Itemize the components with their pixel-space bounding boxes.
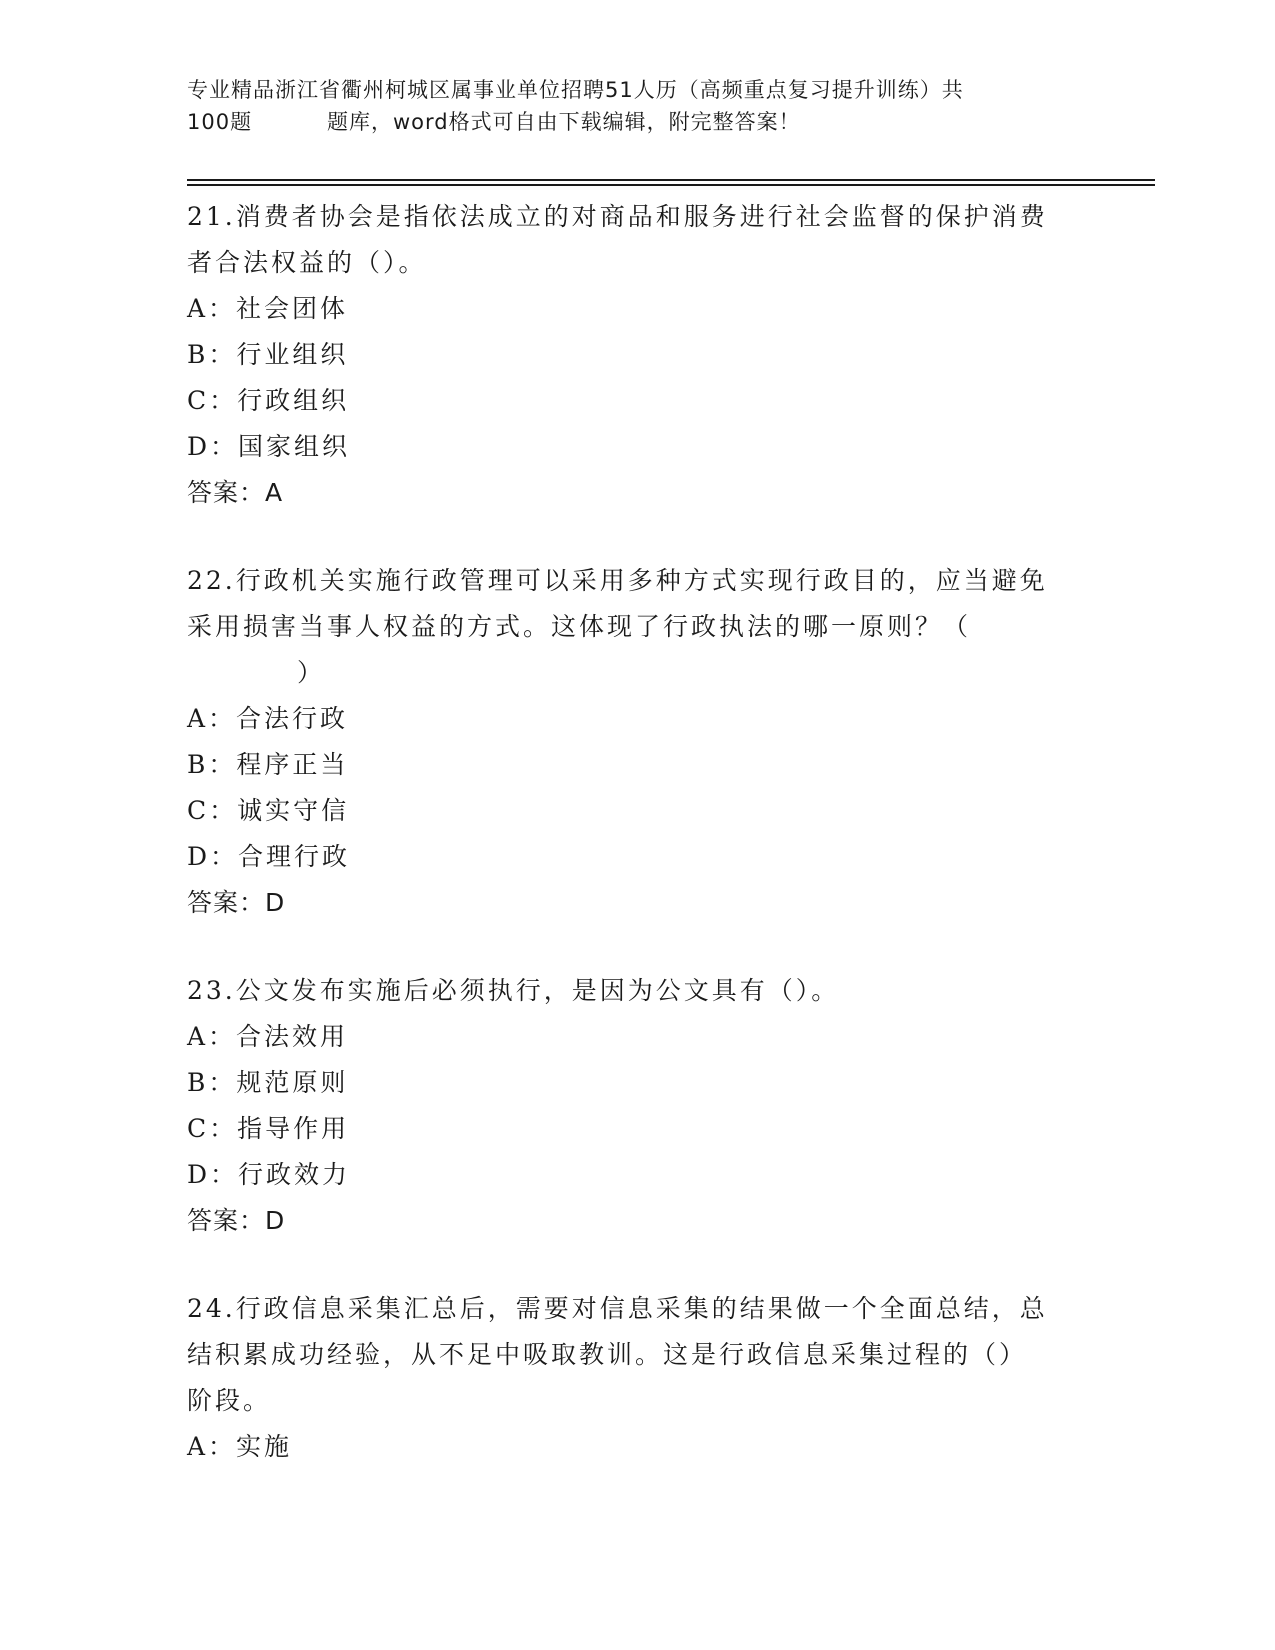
question-22 (187, 558, 1087, 926)
stem-line: ） (297, 658, 326, 687)
option-d: D：合理行政 (187, 842, 351, 871)
header-rule-bottom (187, 184, 1155, 186)
stem-line: 21.消费者协会是指依法成立的对商品和服务进行社会监督的保护消费 (187, 202, 1048, 231)
question-24 (187, 1286, 1087, 1470)
option-d: D：国家组织 (187, 432, 351, 461)
stem-line: 24.行政信息采集汇总后，需要对信息采集的结果做一个全面总结，总 (187, 1294, 1048, 1323)
option-c: C：行政组织 (187, 386, 350, 415)
question-23 (187, 968, 1087, 1244)
answer-line: 答案：D (187, 888, 286, 917)
question-stem (187, 194, 1087, 286)
answer-line: 答案：D (187, 1206, 286, 1235)
header-line-2 (187, 106, 1087, 138)
question-stem (187, 1286, 1087, 1424)
option-b: B：行业组织 (187, 340, 349, 369)
answer-line: 答案：A (187, 478, 284, 507)
stem-line: 22.行政机关实施行政管理可以采用多种方式实现行政目的，应当避免 (187, 566, 1048, 595)
question-stem (187, 968, 1087, 1014)
header-question-count: 100题 (187, 110, 253, 134)
option-a: A：合法行政 (187, 704, 349, 733)
option-c: C：诚实守信 (187, 796, 350, 825)
option-a: A：实施 (187, 1432, 293, 1461)
question-stem (187, 558, 1087, 696)
stem-line: 者合法权益的（）。 (187, 248, 427, 277)
header-rule-top (187, 179, 1155, 181)
option-b: B：程序正当 (187, 750, 349, 779)
document-header (187, 74, 1087, 138)
header-description: 题库，word格式可自由下载编辑，附完整答案！ (327, 110, 801, 134)
option-a: A：社会团体 (187, 294, 349, 323)
stem-line: 结积累成功经验，从不足中吸取教训。这是行政信息采集过程的（） (187, 1340, 1028, 1369)
stem-line: 阶段。 (187, 1386, 272, 1415)
option-c: C：指导作用 (187, 1114, 350, 1143)
stem-line-wrap (187, 650, 1087, 696)
stem-line: 23.公文发布实施后必须执行，是因为公文具有（）。 (187, 976, 840, 1005)
option-d: D：行政效力 (187, 1160, 351, 1189)
header-line-1: 专业精品浙江省衢州柯城区属事业单位招聘51人历（高频重点复习提升训练）共 (187, 78, 964, 102)
question-list (187, 194, 1087, 1512)
option-b: B：规范原则 (187, 1068, 349, 1097)
option-a: A：合法效用 (187, 1022, 349, 1051)
stem-line: 采用损害当事人权益的方式。这体现了行政执法的哪一原则？（ (187, 612, 972, 641)
question-21 (187, 194, 1087, 516)
